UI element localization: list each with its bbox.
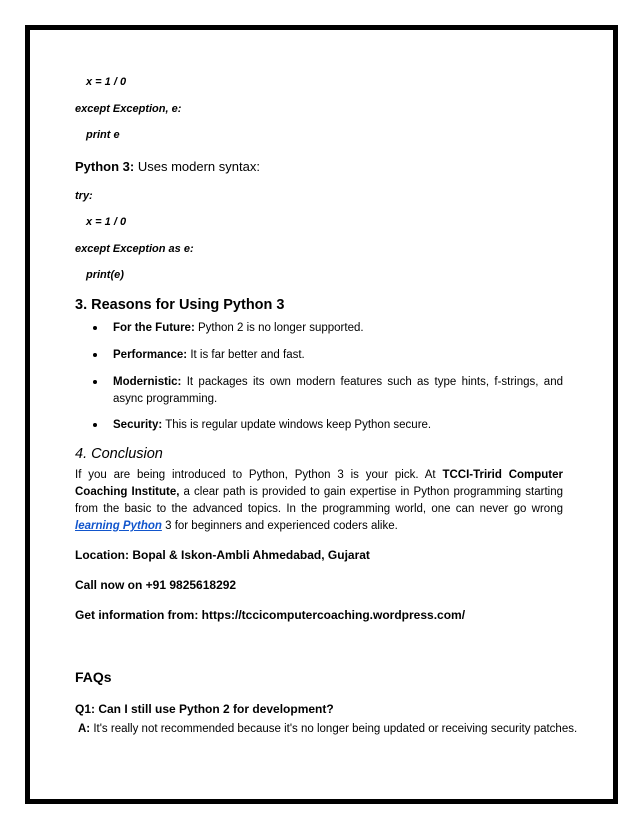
call-text: Call now on +91 9825618292 xyxy=(75,578,237,592)
location-text: Location: Bopal & Iskon-Ambli Ahmedabad, Gujarat xyxy=(75,548,370,562)
conclusion-text: If you are being introduced to Python, Python 3 is your pick. At xyxy=(75,469,443,481)
bullet-icon xyxy=(93,326,97,330)
python3-text: Uses modern syntax: xyxy=(134,159,260,174)
bullet-icon xyxy=(93,423,97,427)
list-item-text: It is far better and fast. xyxy=(187,349,305,361)
list-item xyxy=(113,374,563,408)
faq-question: Q1: Can I still use Python 2 for development? xyxy=(75,702,334,716)
learning-python-link[interactable]: learning Python xyxy=(75,520,162,532)
list-item-label: Modernistic: xyxy=(113,376,182,388)
list-item xyxy=(113,320,563,337)
list-item xyxy=(113,417,563,434)
list-item-label: Security: xyxy=(113,419,163,431)
bullet-icon xyxy=(93,353,97,357)
section-heading: 3. Reasons for Using Python 3 xyxy=(75,297,285,313)
code-line: except Exception as e: xyxy=(75,243,194,255)
list-item-text: This is regular update windows keep Python secure. xyxy=(162,419,432,431)
list-item-text: Python 2 is no longer supported. xyxy=(194,322,364,334)
list-item-text: It packages its own modern features such as type hints, f-strings, and async programming. xyxy=(113,376,563,405)
code-line: print(e) xyxy=(86,269,124,281)
conclusion-paragraph xyxy=(75,467,563,535)
code-line: x = 1 / 0 xyxy=(86,216,127,228)
faqs-heading: FAQs xyxy=(75,669,112,685)
list-item-label: For the Future: xyxy=(113,322,195,334)
list-item-label: Performance: xyxy=(113,349,188,361)
info-text: Get information from: https://tccicomputercoaching.wordpress.com/ xyxy=(75,608,466,622)
conclusion-text: a clear path is provided to gain expertise in Python programming starting from the basic to the advanced topics. In the programming world, one can never go wrong xyxy=(75,486,564,515)
institute-name: TCCI-Tririd Computer Coaching Institute, xyxy=(75,469,563,498)
bullet-icon xyxy=(93,380,97,384)
faq-answer-label: A: xyxy=(78,723,91,735)
faq-answer xyxy=(78,723,577,735)
code-line: print e xyxy=(86,129,120,141)
page-border xyxy=(25,25,618,804)
conclusion-text: 3 for beginners and experienced coders alike. xyxy=(161,520,398,532)
code-line: except Exception, e: xyxy=(75,103,182,115)
conclusion-heading: 4. Conclusion xyxy=(75,446,163,462)
python3-line xyxy=(75,159,260,174)
list-item xyxy=(113,347,563,364)
code-line: try: xyxy=(75,190,93,202)
python3-label: Python 3: xyxy=(75,159,135,174)
faq-answer-text: It's really not recommended because it's no longer being updated or receiving security patches. xyxy=(90,723,578,735)
code-line: x = 1 / 0 xyxy=(86,76,127,88)
